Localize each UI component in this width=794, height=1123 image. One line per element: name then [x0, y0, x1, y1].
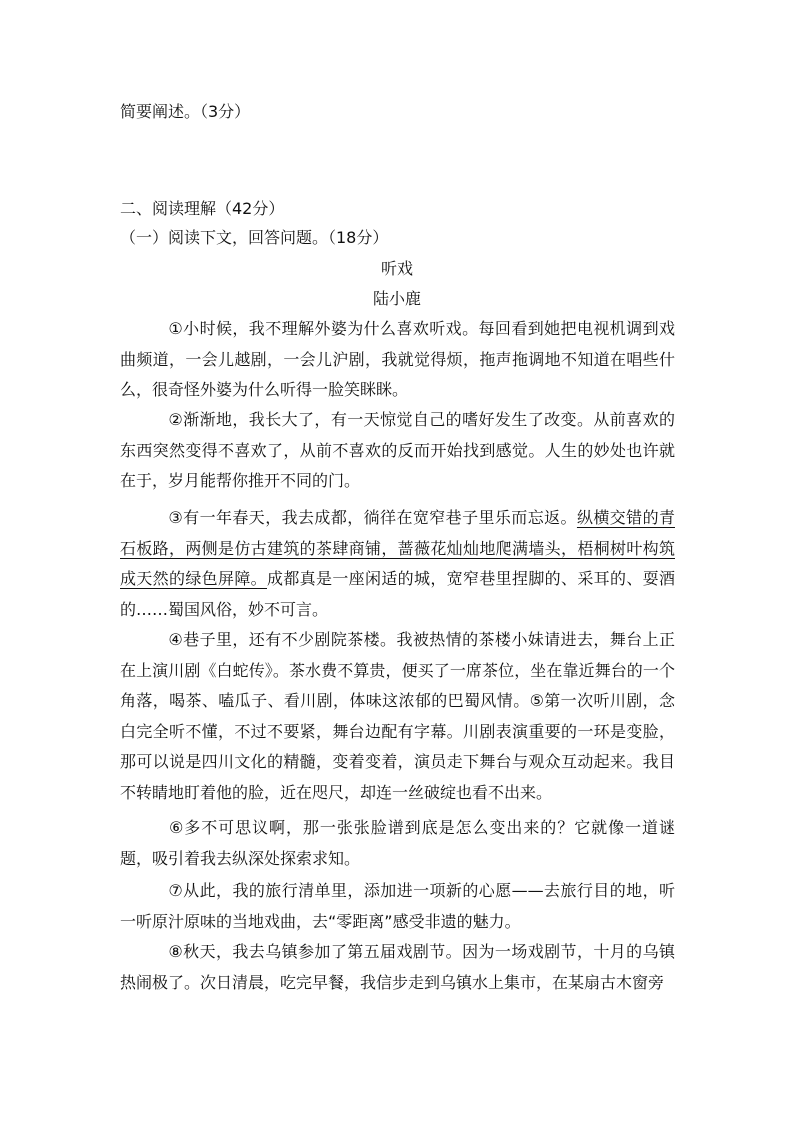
article-title: 听戏 [380, 259, 413, 278]
paragraph-1-text: ①小时候，我不理解外婆为什么喜欢听戏。每回看到她把电视机调到戏曲频道，一会儿越剧，一会儿沪剧，我就觉得烦，拖声拖调地不知道在唱些什么，很奇怪外婆为什么听得一脸笑眯眯。 [120, 319, 675, 400]
paragraph-2-text: ②渐渐地，我长大了，有一天惊觉自己的嗜好发生了改变。从前喜欢的东西突然变得不喜欢了，从前不喜欢的反而开始找到感觉。人生的妙处也许就在于，岁月能帮你推开不同的门。 [120, 410, 675, 491]
paragraph-8-text: ⑧秋天，我去乌镇参加了第五届戏剧节。因为一场戏剧节，十月的乌镇热闹极了。次日清晨，吃完早餐，我信步走到乌镇水上集市，在某扇古木窗旁 [120, 942, 675, 992]
paragraph-6-text: ⑥多不可思议啊，那一张张脸谱到底是怎么变出来的？它就像一道谜题，吸引着我去纵深处探索求知。 [120, 818, 675, 868]
paragraph-3-tail: 成都真是一座闲适的城，宽窄巷里捏脚的、采耳的、耍酒的……蜀国风俗，妙不可言。 [120, 569, 675, 619]
question-instruction: 简要阐述。（3分） [120, 102, 251, 121]
section-subtitle: （一）阅读下文，回答问题。（18分） [120, 228, 389, 247]
paragraph-7 [120, 876, 675, 937]
section-title: 二、阅读理解（42分） [120, 199, 285, 218]
paragraph-3 [120, 503, 675, 625]
paragraph-6 [120, 813, 675, 874]
paragraph-7-text: ⑦从此，我的旅行清单里，添加进一项新的心愿——去旅行目的地，听一听原汁原味的当地戏曲，去“零距离”感受非遗的魅力。 [120, 881, 675, 931]
paragraph-4-text: ④巷子里，还有不少剧院茶楼。我被热情的茶楼小妹请进去，舞台上正在上演川剧《白蛇传》。茶水费不算贵，便买了一席茶位，坐在靠近舞台的一个角落，喝茶、嗑瓜子、看川剧，体味这浓郁的巴蜀风情。⑤第一次听川剧，念白完全听不懂，不过不要紧，舞台边配有字幕。川剧表演重要的一环是变脸，那可以说是四川文化的精髓，变着变着，演员走下舞台与观众互动起来。我目不转睛地盯着他的脸，近在咫尺，却连一丝破绽也看不出来。 [120, 630, 675, 802]
paragraph-4 [120, 625, 675, 809]
paragraph-8 [120, 937, 675, 998]
paragraph-3-lead: ③有一年春天，我去成都，徜徉在宽窄巷子里乐而忘返。 [168, 508, 577, 527]
article-author: 陆小鹿 [372, 289, 421, 308]
paragraph-3-underlined: 纵横交错的青石板路，两侧是仿古建筑的茶肆商铺，蔷薇花灿灿地爬满墙头，梧桐树叶构筑成天然的绿色屏障。 [120, 508, 675, 589]
paragraph-2 [120, 405, 675, 497]
paragraph-1 [120, 314, 675, 406]
